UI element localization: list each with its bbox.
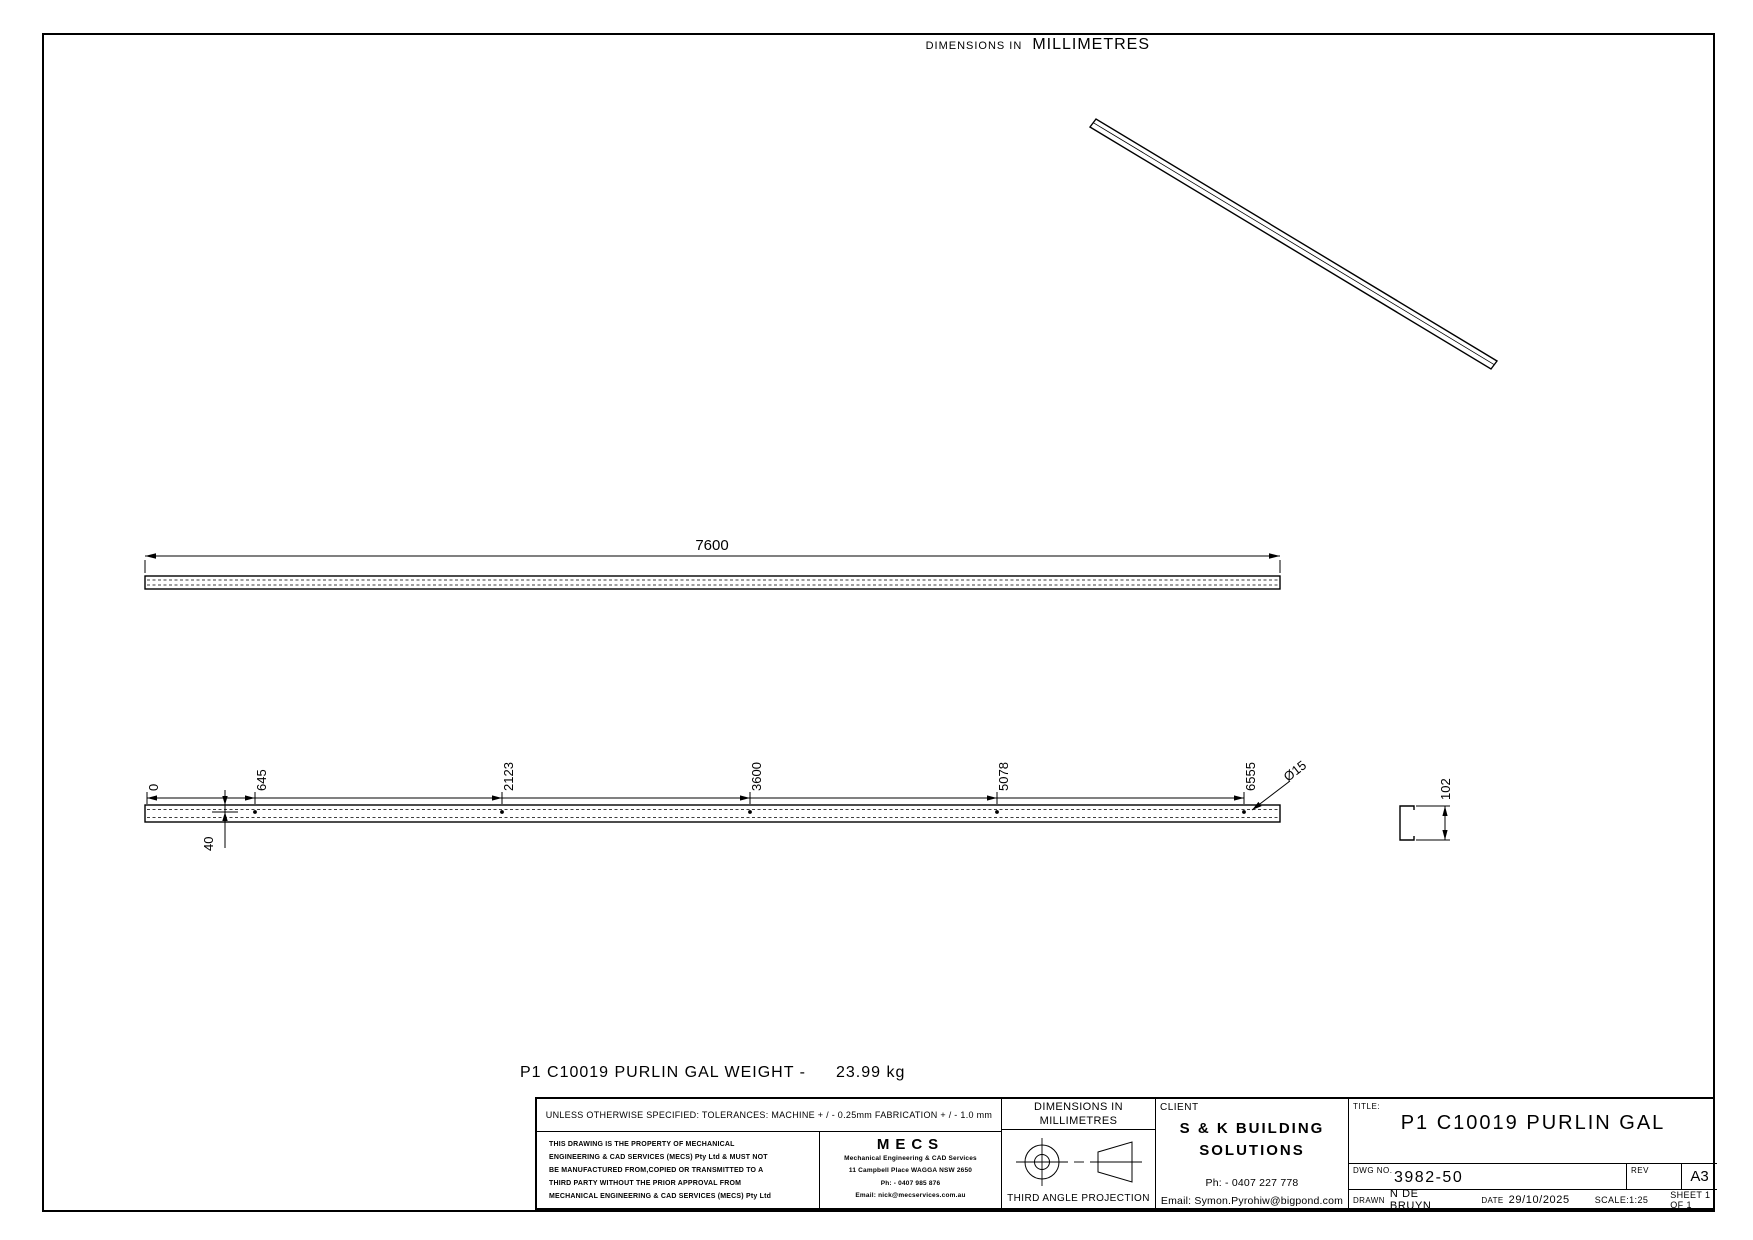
title-label: TITLE: xyxy=(1353,1102,1381,1111)
units-box-line2: MILLIMETRES xyxy=(1039,1114,1118,1127)
weight-note-label: P1 C10019 PURLIN GAL WEIGHT - xyxy=(520,1064,806,1081)
dwg-no-label: DWG NO. xyxy=(1353,1166,1393,1175)
dim-station-label: 3600 xyxy=(749,762,764,791)
units-note-small: DIMENSIONS IN xyxy=(925,40,1023,52)
dim-station-label: 6555 xyxy=(1243,762,1258,791)
units-box xyxy=(1002,1099,1156,1130)
mecs-tagline: Mechanical Engineering & CAD Services xyxy=(844,1155,977,1162)
weight-note-value: 23.99 kg xyxy=(835,1064,906,1081)
weight-note xyxy=(520,1064,905,1082)
date-label: DATE xyxy=(1481,1195,1504,1205)
mecs-company-box xyxy=(820,1132,1002,1208)
disclaimer-line: BE MANUFACTURED FROM,COPIED OR TRANSMITTED TO A xyxy=(549,1166,764,1174)
client-email: Email: Symon.Pyrohiw@bigpond.com xyxy=(1160,1195,1344,1208)
disclaimer-note xyxy=(537,1132,820,1208)
front-view xyxy=(145,537,1280,589)
tolerance-note xyxy=(537,1099,1002,1132)
drawn-label: DRAWN xyxy=(1353,1195,1385,1205)
client-name-line2: SOLUTIONS xyxy=(1199,1141,1305,1159)
date-value: 29/10/2025 xyxy=(1508,1194,1570,1206)
mecs-address: 11 Campbell Place WAGGA NSW 2650 xyxy=(848,1167,973,1175)
client-label: CLIENT xyxy=(1160,1102,1199,1113)
isometric-view xyxy=(1090,119,1497,369)
drawn-row xyxy=(1349,1190,1717,1210)
mecs-logo: MECS xyxy=(876,1136,945,1153)
rev-label: REV xyxy=(1631,1166,1649,1175)
paper-size: A3 xyxy=(1690,1168,1709,1185)
drawing-title: P1 C10019 PURLIN GAL xyxy=(1400,1112,1666,1134)
units-box-line1: DIMENSIONS IN xyxy=(1034,1101,1123,1113)
units-note-large: MILLIMETRES xyxy=(1032,36,1150,53)
projection-box xyxy=(1002,1130,1156,1208)
bottom-view xyxy=(145,757,1309,851)
mecs-email: Email: nick@mecservices.com.au xyxy=(855,1192,966,1200)
client-phone: Ph: - 0407 227 778 xyxy=(1205,1176,1299,1189)
disclaimer-line: THIRD PARTY WITHOUT THE PRIOR APPROVAL FROM xyxy=(549,1179,742,1187)
client-box xyxy=(1156,1099,1349,1208)
dim-station-label: 0 xyxy=(146,783,161,791)
dwg-no-box xyxy=(1349,1164,1627,1190)
tolerance-text: UNLESS OTHERWISE SPECIFIED: TOLERANCES: MACHINE + / - 0.25mm FABRICATION + / - 1.0 mm xyxy=(545,1110,993,1120)
disclaimer-line: ENGINEERING & CAD SERVICES (MECS) Pty Ltd & MUST NOT xyxy=(549,1153,768,1161)
projection-label: THIRD ANGLE PROJECTION xyxy=(1007,1193,1150,1204)
dim-station-label: 645 xyxy=(254,769,269,791)
dim-edge-offset: 40 xyxy=(201,836,216,851)
mecs-phone: Ph: - 0407 985 876 xyxy=(880,1179,941,1187)
disclaimer-line: MECHANICAL ENGINEERING & CAD SERVICES (MECS) Pty Ltd xyxy=(549,1192,772,1200)
client-name-line1: S & K BUILDING xyxy=(1179,1120,1325,1137)
rev-box xyxy=(1627,1164,1682,1190)
title-block xyxy=(535,1097,1715,1210)
disclaimer-line: THIS DRAWING IS THE PROPERTY OF MECHANICAL xyxy=(549,1141,735,1148)
scale-value: SCALE:1:25 xyxy=(1594,1195,1649,1205)
title-box xyxy=(1349,1099,1717,1164)
drawn-by: N DE BRUYN xyxy=(1389,1188,1432,1212)
dim-station-label: 5078 xyxy=(996,762,1011,791)
dim-hole-diameter: Ø15 xyxy=(1280,757,1310,785)
sheet-number: SHEET 1 OF 1 xyxy=(1670,1190,1711,1210)
end-view xyxy=(1400,778,1453,840)
dim-overall-length: 7600 xyxy=(695,537,729,554)
dim-station-label: 2123 xyxy=(501,762,516,791)
dwg-no-value: 3982-50 xyxy=(1394,1169,1464,1186)
third-angle-projection-icon xyxy=(1002,1134,1156,1190)
paper-size-box xyxy=(1682,1164,1717,1190)
dim-section-height: 102 xyxy=(1438,778,1453,800)
